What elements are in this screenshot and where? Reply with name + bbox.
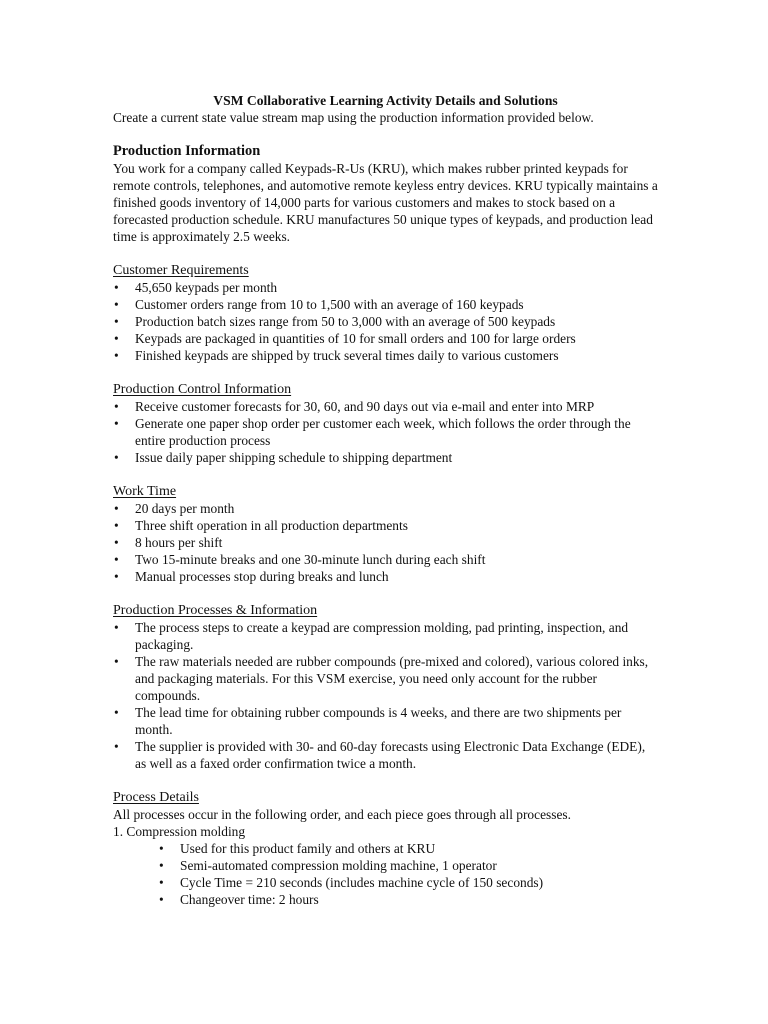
customer-requirements-heading: Customer Requirements	[113, 263, 249, 278]
list-item-text: 45,650 keypads per month	[135, 280, 278, 295]
list-item-text: The process steps to create a keypad are compression molding, pad printing, inspection, and packaging.	[135, 620, 629, 652]
process-details-heading: Process Details	[113, 790, 199, 805]
bullet-icon: •	[114, 280, 119, 295]
bullet-icon: •	[114, 739, 119, 754]
list-item	[113, 415, 658, 449]
production-information-heading: Production Information	[113, 143, 261, 159]
list-item	[113, 704, 658, 738]
list-item-text: Finished keypads are shipped by truck several times daily to various customers	[135, 348, 559, 363]
bullet-icon: •	[159, 875, 164, 890]
bullet-icon: •	[114, 501, 119, 516]
list-item-text: Manual processes stop during breaks and lunch	[135, 569, 389, 584]
list-item	[113, 330, 658, 347]
bullet-icon: •	[114, 552, 119, 567]
list-item	[113, 653, 658, 704]
list-item	[113, 449, 658, 466]
list-item	[158, 891, 658, 908]
bullet-icon: •	[114, 331, 119, 346]
list-item	[158, 857, 658, 874]
list-item	[113, 619, 658, 653]
list-item	[113, 313, 658, 330]
bullet-icon: •	[114, 654, 119, 669]
production-information-paragraph: You work for a company called Keypads-R-Us (KRU), which makes rubber printed keypads for remote controls, telephones, and automotive remote keyless entry devices. KRU typically maintains a finished goods inventory of 14,000 parts for various customers and makes to stock based on a forecasted production schedule. KRU manufactures 50 unique types of keypads, and production lead time is approximately 2.5 weeks.	[113, 161, 658, 244]
production-processes-heading: Production Processes & Information	[113, 603, 318, 618]
list-item	[113, 551, 658, 568]
list-item-text: 20 days per month	[135, 501, 235, 516]
production-processes-list	[113, 619, 658, 772]
bullet-icon: •	[114, 297, 119, 312]
list-item	[113, 347, 658, 364]
list-item	[113, 398, 658, 415]
document-page	[113, 92, 658, 908]
bullet-icon: •	[114, 399, 119, 414]
bullet-icon: •	[114, 314, 119, 329]
list-item-text: Used for this product family and others at KRU	[180, 841, 436, 856]
production-control-list	[113, 398, 658, 466]
list-item	[158, 840, 658, 857]
production-control-heading: Production Control Information	[113, 382, 292, 397]
bullet-icon: •	[159, 892, 164, 907]
list-item-text: Three shift operation in all production departments	[135, 518, 408, 533]
bullet-icon: •	[159, 858, 164, 873]
document-intro: Create a current state value stream map using the production information provided below.	[113, 110, 594, 125]
bullet-icon: •	[114, 348, 119, 363]
process-details-intro: All processes occur in the following order, and each piece goes through all processes.	[113, 807, 571, 822]
list-item-text: 8 hours per shift	[135, 535, 223, 550]
bullet-icon: •	[114, 705, 119, 720]
list-item-text: Customer orders range from 10 to 1,500 with an average of 160 keypads	[135, 297, 524, 312]
list-item	[113, 279, 658, 296]
bullet-icon: •	[114, 620, 119, 635]
document-title: VSM Collaborative Learning Activity Details and Solutions	[213, 93, 558, 108]
list-item-text: Two 15-minute breaks and one 30-minute lunch during each shift	[135, 552, 486, 567]
bullet-icon: •	[159, 841, 164, 856]
list-item	[113, 500, 658, 517]
bullet-icon: •	[114, 450, 119, 465]
customer-requirements-list	[113, 279, 658, 364]
list-item-text: Cycle Time = 210 seconds (includes machine cycle of 150 seconds)	[180, 875, 544, 890]
list-item-text: The raw materials needed are rubber compounds (pre-mixed and colored), various colored inks, and packaging materials. For this VSM exercise, you need only account for the rubber compounds.	[135, 654, 649, 703]
list-item-text: The lead time for obtaining rubber compounds is 4 weeks, and there are two shipments per month.	[135, 705, 622, 737]
list-item	[113, 738, 658, 772]
list-item	[113, 534, 658, 551]
list-item	[158, 874, 658, 891]
work-time-heading: Work Time	[113, 484, 177, 499]
list-item	[113, 568, 658, 585]
list-item-text: Issue daily paper shipping schedule to shipping department	[135, 450, 453, 465]
bullet-icon: •	[114, 416, 119, 431]
list-item-text: Semi-automated compression molding machine, 1 operator	[180, 858, 497, 873]
list-item-text: Generate one paper shop order per customer each week, which follows the order through the entire production process	[135, 416, 631, 448]
bullet-icon: •	[114, 569, 119, 584]
bullet-icon: •	[114, 535, 119, 550]
list-item-text: Keypads are packaged in quantities of 10 for small orders and 100 for large orders	[135, 331, 576, 346]
bullet-icon: •	[114, 518, 119, 533]
list-item-text: Production batch sizes range from 50 to 3,000 with an average of 500 keypads	[135, 314, 556, 329]
list-item-text: The supplier is provided with 30- and 60-day forecasts using Electronic Data Exchange (EDE), as well as a faxed order confirmation twice a month.	[135, 739, 646, 771]
list-item-text: Changeover time: 2 hours	[180, 892, 319, 907]
work-time-list	[113, 500, 658, 585]
process-1-title: 1. Compression molding	[113, 824, 246, 839]
list-item	[113, 296, 658, 313]
process-1-list	[113, 840, 658, 908]
list-item	[113, 517, 658, 534]
list-item-text: Receive customer forecasts for 30, 60, and 90 days out via e-mail and enter into MRP	[135, 399, 595, 414]
